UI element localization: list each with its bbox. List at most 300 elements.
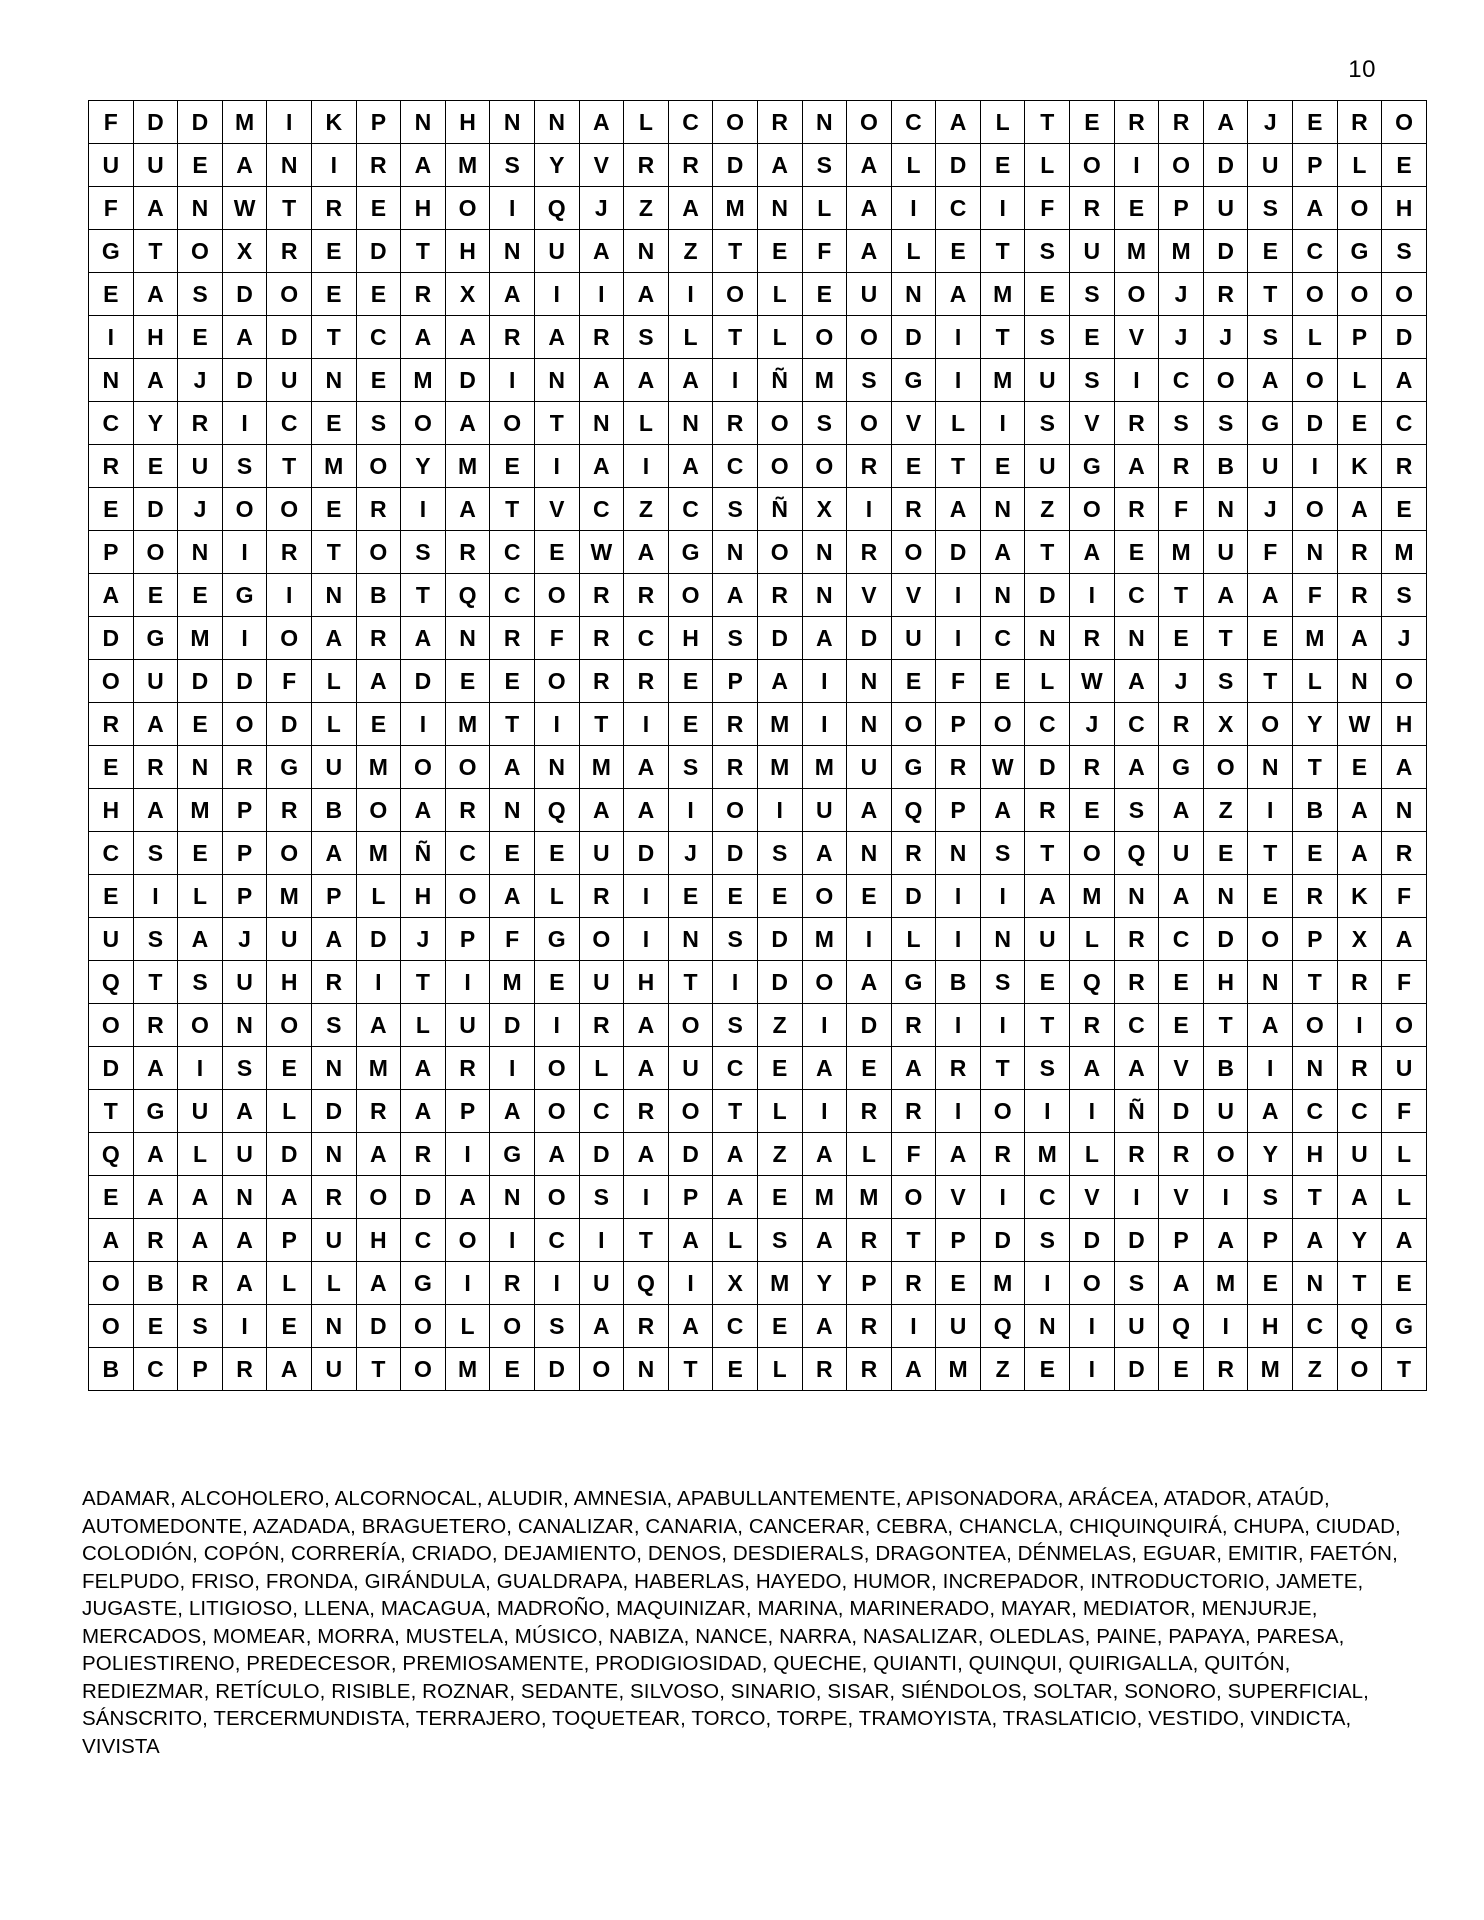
grid-cell: I xyxy=(1025,1090,1070,1133)
grid-cell: O xyxy=(1070,1262,1115,1305)
grid-cell: R xyxy=(847,1090,892,1133)
grid-cell: O xyxy=(1203,746,1248,789)
grid-cell: U xyxy=(1025,918,1070,961)
grid-cell: S xyxy=(178,1305,223,1348)
grid-cell: O xyxy=(579,1348,624,1391)
grid-cell: L xyxy=(1025,144,1070,187)
grid-row xyxy=(89,488,1427,531)
grid-cell: A xyxy=(133,1176,178,1219)
grid-cell: I xyxy=(980,875,1025,918)
grid-cell: N xyxy=(891,273,936,316)
grid-cell: O xyxy=(1293,273,1338,316)
grid-cell: H xyxy=(1382,703,1427,746)
word-search-grid-container xyxy=(88,100,1414,1391)
grid-cell: J xyxy=(1159,316,1204,359)
grid-row xyxy=(89,746,1427,789)
grid-cell: A xyxy=(133,359,178,402)
grid-cell: A xyxy=(490,875,535,918)
grid-cell: A xyxy=(579,101,624,144)
grid-cell: A xyxy=(178,918,223,961)
grid-cell: U xyxy=(89,144,134,187)
grid-cell: A xyxy=(624,273,669,316)
grid-cell: D xyxy=(936,144,981,187)
grid-cell: D xyxy=(356,918,401,961)
grid-cell: A xyxy=(401,316,446,359)
grid-row xyxy=(89,273,1427,316)
grid-cell: U xyxy=(311,1348,356,1391)
grid-cell: A xyxy=(980,531,1025,574)
grid-cell: A xyxy=(624,359,669,402)
grid-cell: E xyxy=(89,273,134,316)
grid-cell: A xyxy=(267,1348,312,1391)
grid-cell: E xyxy=(356,187,401,230)
grid-cell: A xyxy=(222,316,267,359)
grid-cell: T xyxy=(356,1348,401,1391)
grid-cell: A xyxy=(89,574,134,617)
grid-cell: O xyxy=(178,230,223,273)
grid-cell: U xyxy=(668,1047,713,1090)
grid-cell: O xyxy=(1159,144,1204,187)
grid-cell: I xyxy=(490,1047,535,1090)
grid-cell: U xyxy=(1114,1305,1159,1348)
grid-cell: A xyxy=(579,1305,624,1348)
grid-cell: A xyxy=(1159,1262,1204,1305)
page-number: 10 xyxy=(1348,56,1376,83)
grid-cell: A xyxy=(1203,574,1248,617)
grid-cell: I xyxy=(624,703,669,746)
grid-cell: C xyxy=(356,316,401,359)
grid-cell: U xyxy=(133,660,178,703)
grid-cell: H xyxy=(401,875,446,918)
grid-cell: C xyxy=(490,574,535,617)
grid-cell: E xyxy=(133,1305,178,1348)
grid-cell: A xyxy=(936,1133,981,1176)
grid-cell: C xyxy=(1025,703,1070,746)
grid-cell: O xyxy=(1337,273,1382,316)
grid-cell: A xyxy=(133,789,178,832)
grid-cell: E xyxy=(534,531,579,574)
grid-cell: N xyxy=(311,359,356,402)
grid-cell: W xyxy=(222,187,267,230)
grid-cell: O xyxy=(1070,144,1115,187)
grid-cell: R xyxy=(356,1090,401,1133)
grid-cell: A xyxy=(1203,101,1248,144)
grid-cell: A xyxy=(1159,789,1204,832)
grid-cell: E xyxy=(356,359,401,402)
grid-cell: L xyxy=(1025,660,1070,703)
grid-cell: D xyxy=(534,1348,579,1391)
grid-cell: D xyxy=(891,875,936,918)
grid-cell: P xyxy=(222,832,267,875)
grid-cell: R xyxy=(356,488,401,531)
grid-cell: Y xyxy=(802,1262,847,1305)
grid-cell: O xyxy=(668,1004,713,1047)
grid-cell: O xyxy=(534,1090,579,1133)
grid-cell: O xyxy=(89,1262,134,1305)
grid-cell: O xyxy=(133,531,178,574)
grid-cell: I xyxy=(1337,1004,1382,1047)
grid-cell: A xyxy=(1025,875,1070,918)
grid-cell: I xyxy=(133,875,178,918)
grid-cell: U xyxy=(1203,531,1248,574)
grid-cell: U xyxy=(267,918,312,961)
grid-cell: O xyxy=(1203,1133,1248,1176)
grid-cell: A xyxy=(668,359,713,402)
grid-cell: P xyxy=(936,703,981,746)
grid-cell: T xyxy=(1248,832,1293,875)
grid-cell: I xyxy=(1114,359,1159,402)
grid-cell: L xyxy=(1337,359,1382,402)
grid-cell: R xyxy=(133,1004,178,1047)
grid-cell: T xyxy=(891,1219,936,1262)
grid-cell: J xyxy=(1248,101,1293,144)
grid-cell: U xyxy=(579,961,624,1004)
grid-cell: R xyxy=(847,1219,892,1262)
grid-cell: U xyxy=(1025,359,1070,402)
grid-cell: T xyxy=(89,1090,134,1133)
grid-cell: O xyxy=(1293,1004,1338,1047)
grid-cell: C xyxy=(668,488,713,531)
grid-cell: P xyxy=(222,875,267,918)
grid-cell: A xyxy=(401,789,446,832)
grid-cell: M xyxy=(356,1047,401,1090)
grid-cell: N xyxy=(1293,1047,1338,1090)
grid-cell: O xyxy=(1248,703,1293,746)
grid-row xyxy=(89,832,1427,875)
grid-cell: S xyxy=(802,402,847,445)
grid-cell: G xyxy=(668,531,713,574)
grid-cell: N xyxy=(624,230,669,273)
grid-cell: N xyxy=(534,746,579,789)
grid-cell: T xyxy=(267,445,312,488)
grid-cell: A xyxy=(847,230,892,273)
grid-cell: L xyxy=(713,1219,758,1262)
grid-cell: W xyxy=(980,746,1025,789)
grid-cell: P xyxy=(1159,1219,1204,1262)
grid-cell: A xyxy=(1337,1176,1382,1219)
grid-cell: S xyxy=(222,1047,267,1090)
grid-cell: D xyxy=(1025,746,1070,789)
grid-cell: I xyxy=(1070,1348,1115,1391)
grid-cell: P xyxy=(668,1176,713,1219)
grid-cell: E xyxy=(936,1262,981,1305)
grid-cell: N xyxy=(490,1176,535,1219)
grid-cell: R xyxy=(980,1133,1025,1176)
grid-cell: E xyxy=(356,273,401,316)
grid-cell: T xyxy=(713,1090,758,1133)
grid-cell: E xyxy=(267,1047,312,1090)
grid-cell: A xyxy=(1114,1047,1159,1090)
grid-cell: A xyxy=(356,660,401,703)
grid-cell: T xyxy=(1203,617,1248,660)
grid-cell: I xyxy=(1248,789,1293,832)
grid-cell: P xyxy=(267,1219,312,1262)
grid-cell: A xyxy=(847,961,892,1004)
grid-cell: O xyxy=(891,1176,936,1219)
grid-cell: T xyxy=(1293,1176,1338,1219)
grid-cell: J xyxy=(178,488,223,531)
grid-cell: S xyxy=(133,832,178,875)
grid-cell: T xyxy=(713,316,758,359)
grid-cell: E xyxy=(1114,187,1159,230)
grid-cell: E xyxy=(1025,961,1070,1004)
grid-cell: C xyxy=(668,101,713,144)
grid-cell: L xyxy=(401,1004,446,1047)
grid-cell: E xyxy=(1382,1262,1427,1305)
grid-cell: A xyxy=(133,1133,178,1176)
grid-cell: S xyxy=(624,316,669,359)
grid-cell: N xyxy=(1248,746,1293,789)
grid-cell: C xyxy=(1382,402,1427,445)
grid-cell: X xyxy=(1337,918,1382,961)
grid-cell: O xyxy=(847,402,892,445)
grid-cell: M xyxy=(356,832,401,875)
grid-cell: S xyxy=(1025,402,1070,445)
grid-cell: S xyxy=(668,746,713,789)
grid-cell: U xyxy=(311,746,356,789)
grid-cell: A xyxy=(668,187,713,230)
grid-cell: A xyxy=(713,574,758,617)
grid-cell: A xyxy=(1382,359,1427,402)
grid-cell: D xyxy=(267,1133,312,1176)
grid-cell: V xyxy=(891,402,936,445)
grid-cell: M xyxy=(980,359,1025,402)
grid-cell: I xyxy=(222,1305,267,1348)
grid-cell: M xyxy=(802,746,847,789)
grid-cell: A xyxy=(1248,574,1293,617)
grid-cell: I xyxy=(891,187,936,230)
grid-cell: T xyxy=(490,488,535,531)
grid-cell: Z xyxy=(624,488,669,531)
grid-cell: Z xyxy=(1293,1348,1338,1391)
grid-cell: D xyxy=(222,273,267,316)
grid-cell: I xyxy=(980,1176,1025,1219)
grid-cell: E xyxy=(757,875,802,918)
grid-row xyxy=(89,316,1427,359)
grid-cell: O xyxy=(802,875,847,918)
grid-cell: R xyxy=(624,1305,669,1348)
grid-cell: A xyxy=(624,789,669,832)
grid-cell: Q xyxy=(624,1262,669,1305)
grid-cell: Y xyxy=(133,402,178,445)
grid-cell: Q xyxy=(1114,832,1159,875)
grid-cell: S xyxy=(757,1219,802,1262)
grid-cell: G xyxy=(891,359,936,402)
grid-cell: O xyxy=(1203,359,1248,402)
grid-cell: E xyxy=(178,703,223,746)
grid-cell: G xyxy=(891,746,936,789)
grid-cell: D xyxy=(401,1176,446,1219)
grid-cell: C xyxy=(713,445,758,488)
grid-cell: A xyxy=(133,273,178,316)
grid-cell: J xyxy=(1203,316,1248,359)
grid-cell: M xyxy=(267,875,312,918)
grid-cell: E xyxy=(490,1348,535,1391)
grid-cell: X xyxy=(713,1262,758,1305)
grid-cell: F xyxy=(1293,574,1338,617)
grid-cell: D xyxy=(624,832,669,875)
grid-cell: I xyxy=(847,488,892,531)
grid-cell: D xyxy=(1114,1348,1159,1391)
grid-cell: S xyxy=(802,144,847,187)
grid-cell: A xyxy=(891,1348,936,1391)
grid-cell: D xyxy=(267,703,312,746)
grid-cell: I xyxy=(980,1004,1025,1047)
grid-cell: O xyxy=(401,1348,446,1391)
grid-row xyxy=(89,445,1427,488)
grid-cell: I xyxy=(936,359,981,402)
grid-cell: M xyxy=(178,617,223,660)
grid-cell: O xyxy=(847,101,892,144)
grid-cell: M xyxy=(802,359,847,402)
grid-cell: Q xyxy=(445,574,490,617)
grid-cell: I xyxy=(936,875,981,918)
grid-cell: R xyxy=(1114,488,1159,531)
grid-cell: R xyxy=(1159,703,1204,746)
grid-cell: I xyxy=(178,1047,223,1090)
grid-cell: O xyxy=(445,875,490,918)
grid-cell: H xyxy=(668,617,713,660)
grid-cell: R xyxy=(1025,789,1070,832)
grid-cell: R xyxy=(1070,1004,1115,1047)
grid-cell: A xyxy=(579,230,624,273)
grid-cell: L xyxy=(802,187,847,230)
grid-cell: I xyxy=(1070,1305,1115,1348)
grid-cell: S xyxy=(1248,187,1293,230)
grid-cell: E xyxy=(1025,1348,1070,1391)
grid-cell: A xyxy=(1337,488,1382,531)
grid-cell: I xyxy=(311,144,356,187)
grid-row xyxy=(89,531,1427,574)
grid-cell: E xyxy=(847,875,892,918)
grid-cell: Ñ xyxy=(401,832,446,875)
grid-cell: S xyxy=(980,961,1025,1004)
grid-cell: V xyxy=(847,574,892,617)
grid-cell: M xyxy=(1070,875,1115,918)
grid-cell: R xyxy=(891,1090,936,1133)
grid-cell: Ñ xyxy=(1114,1090,1159,1133)
grid-cell: I xyxy=(713,359,758,402)
grid-cell: L xyxy=(847,1133,892,1176)
grid-cell: D xyxy=(1203,230,1248,273)
grid-cell: V xyxy=(579,144,624,187)
grid-cell: J xyxy=(1070,703,1115,746)
grid-cell: Z xyxy=(980,1348,1025,1391)
grid-cell: O xyxy=(534,1176,579,1219)
grid-cell: E xyxy=(713,875,758,918)
grid-cell: I xyxy=(445,1133,490,1176)
grid-cell: E xyxy=(89,875,134,918)
grid-row xyxy=(89,1262,1427,1305)
grid-cell: E xyxy=(89,488,134,531)
grid-cell: E xyxy=(1159,1348,1204,1391)
grid-cell: A xyxy=(133,187,178,230)
grid-row xyxy=(89,1176,1427,1219)
grid-cell: M xyxy=(757,1262,802,1305)
grid-cell: T xyxy=(936,445,981,488)
grid-cell: O xyxy=(222,488,267,531)
grid-cell: V xyxy=(1159,1176,1204,1219)
grid-cell: P xyxy=(222,789,267,832)
grid-cell: R xyxy=(1293,875,1338,918)
grid-cell: E xyxy=(1293,101,1338,144)
grid-cell: O xyxy=(579,918,624,961)
grid-cell: A xyxy=(401,1047,446,1090)
grid-cell: A xyxy=(802,1305,847,1348)
grid-cell: O xyxy=(356,531,401,574)
grid-cell: A xyxy=(624,1047,669,1090)
grid-cell: U xyxy=(133,144,178,187)
grid-cell: T xyxy=(713,230,758,273)
grid-cell: E xyxy=(178,832,223,875)
grid-cell: O xyxy=(891,703,936,746)
grid-cell: B xyxy=(936,961,981,1004)
grid-cell: L xyxy=(178,875,223,918)
grid-cell: N xyxy=(490,101,535,144)
grid-cell: S xyxy=(1248,316,1293,359)
grid-row xyxy=(89,789,1427,832)
grid-cell: I xyxy=(624,1176,669,1219)
grid-cell: R xyxy=(1203,273,1248,316)
grid-cell: L xyxy=(936,402,981,445)
grid-cell: M xyxy=(178,789,223,832)
grid-cell: W xyxy=(1337,703,1382,746)
grid-cell: R xyxy=(89,703,134,746)
grid-cell: C xyxy=(1114,1004,1159,1047)
grid-cell: E xyxy=(891,445,936,488)
grid-cell: D xyxy=(757,961,802,1004)
grid-cell: V xyxy=(534,488,579,531)
grid-cell: L xyxy=(356,875,401,918)
grid-cell: L xyxy=(1070,918,1115,961)
grid-cell: E xyxy=(757,230,802,273)
grid-cell: I xyxy=(936,316,981,359)
grid-cell: N xyxy=(1114,617,1159,660)
grid-cell: O xyxy=(980,1090,1025,1133)
grid-cell: O xyxy=(490,1305,535,1348)
grid-cell: S xyxy=(1114,789,1159,832)
grid-cell: L xyxy=(311,703,356,746)
grid-cell: A xyxy=(178,1176,223,1219)
grid-cell: R xyxy=(1114,1133,1159,1176)
grid-cell: E xyxy=(1248,230,1293,273)
grid-cell: G xyxy=(267,746,312,789)
grid-cell: U xyxy=(579,832,624,875)
grid-row xyxy=(89,230,1427,273)
grid-cell: O xyxy=(668,574,713,617)
grid-cell: R xyxy=(847,1305,892,1348)
grid-cell: A xyxy=(1248,1004,1293,1047)
grid-cell: N xyxy=(178,746,223,789)
grid-cell: T xyxy=(1293,961,1338,1004)
grid-row xyxy=(89,359,1427,402)
grid-cell: N xyxy=(624,1348,669,1391)
grid-cell: N xyxy=(267,144,312,187)
grid-cell: D xyxy=(936,531,981,574)
grid-cell: R xyxy=(847,445,892,488)
grid-cell: Q xyxy=(1337,1305,1382,1348)
grid-cell: C xyxy=(89,832,134,875)
grid-cell: I xyxy=(624,445,669,488)
grid-cell: F xyxy=(1382,961,1427,1004)
grid-cell: R xyxy=(624,144,669,187)
grid-cell: O xyxy=(534,574,579,617)
grid-cell: U xyxy=(267,359,312,402)
grid-cell: D xyxy=(89,617,134,660)
grid-cell: D xyxy=(713,144,758,187)
grid-cell: Z xyxy=(1203,789,1248,832)
grid-cell: N xyxy=(1203,875,1248,918)
